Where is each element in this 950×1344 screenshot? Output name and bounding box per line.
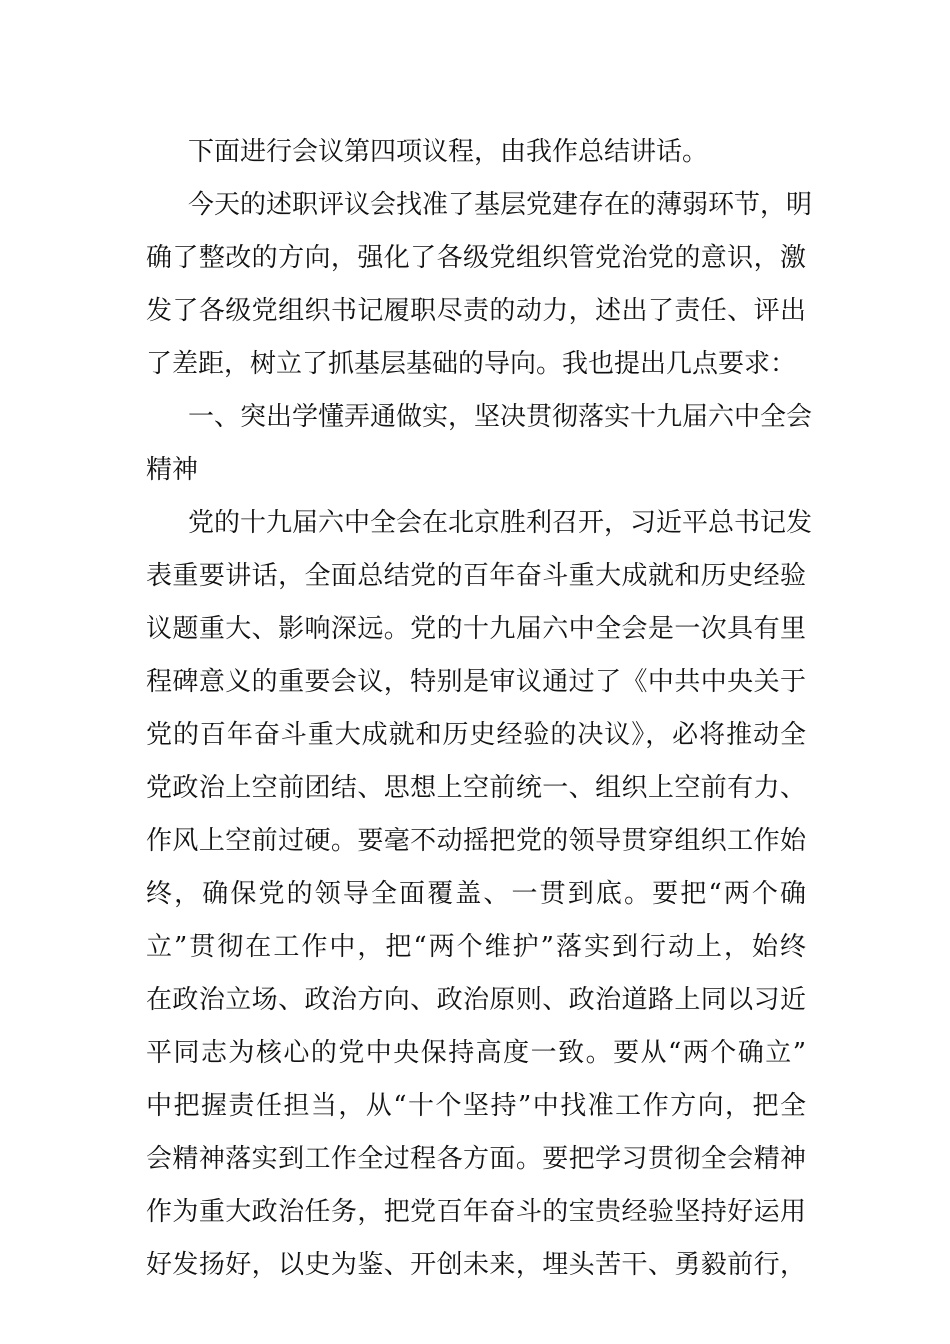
paragraph-line: 中把握责任担当，从“十个坚持”中找准工作方向，把全 xyxy=(146,1091,806,1121)
paragraph-line: 党的百年奋斗重大成就和历史经验的决议》，必将推动全 xyxy=(146,720,806,750)
document-body xyxy=(146,126,813,1292)
paragraph-line: 发了各级党组织书记履职尽责的动力，述出了责任、评出 xyxy=(146,296,806,326)
paragraph-line: 下面进行会议第四项议程，由我作总结讲话。 xyxy=(188,137,709,167)
paragraph-line: 表重要讲话，全面总结党的百年奋斗重大成就和历史经验 xyxy=(146,561,806,591)
paragraph-line: 确了整改的方向，强化了各级党组织管党治党的意识，激 xyxy=(146,243,806,273)
paragraph-line: 党的十九届六中全会在北京胜利召开，习近平总书记发 xyxy=(188,508,813,538)
paragraph-line: 了差距，树立了抓基层基础的导向。我也提出几点要求： xyxy=(146,349,797,379)
heading-line: 一、突出学懂弄通做实，坚决贯彻落实十九届六中全会 xyxy=(188,402,813,432)
paragraph-plenary-spirit xyxy=(146,497,813,1292)
paragraph-line: 程碑意义的重要会议，特别是审议通过了《中共中央关于 xyxy=(146,667,806,697)
paragraph-line: 作风上空前过硬。要毫不动摇把党的领导贯穿组织工作始 xyxy=(146,826,806,856)
paragraph-line: 会精神落实到工作全过程各方面。要把学习贯彻全会精神 xyxy=(146,1144,806,1174)
paragraph-line: 作为重大政治任务，把党百年奋斗的宝贵经验坚持好运用 xyxy=(146,1197,806,1227)
paragraph-line: 在政治立场、政治方向、政治原则、政治道路上同以习近 xyxy=(146,985,806,1015)
paragraph-line: 党政治上空前团结、思想上空前统一、组织上空前有力、 xyxy=(146,773,806,803)
paragraph-line: 议题重大、影响深远。党的十九届六中全会是一次具有里 xyxy=(146,614,806,644)
paragraph-line: 好发扬好，以史为鉴、开创未来，埋头苦干、勇毅前行， xyxy=(146,1250,806,1280)
paragraph-line: 平同志为核心的党中央保持高度一致。要从“两个确立” xyxy=(146,1038,806,1068)
paragraph-meeting-summary xyxy=(146,179,813,391)
paragraph-line: 今天的述职评议会找准了基层党建存在的薄弱环节，明 xyxy=(188,190,813,220)
paragraph-line: 终，确保党的领导全面覆盖、一贯到底。要把“两个确 xyxy=(146,879,806,909)
paragraph-line: 立”贯彻在工作中，把“两个维护”落实到行动上，始终 xyxy=(146,932,806,962)
paragraph-closing-agenda xyxy=(146,126,806,179)
heading-line: 精神 xyxy=(146,455,199,485)
section-heading-one xyxy=(146,391,813,497)
